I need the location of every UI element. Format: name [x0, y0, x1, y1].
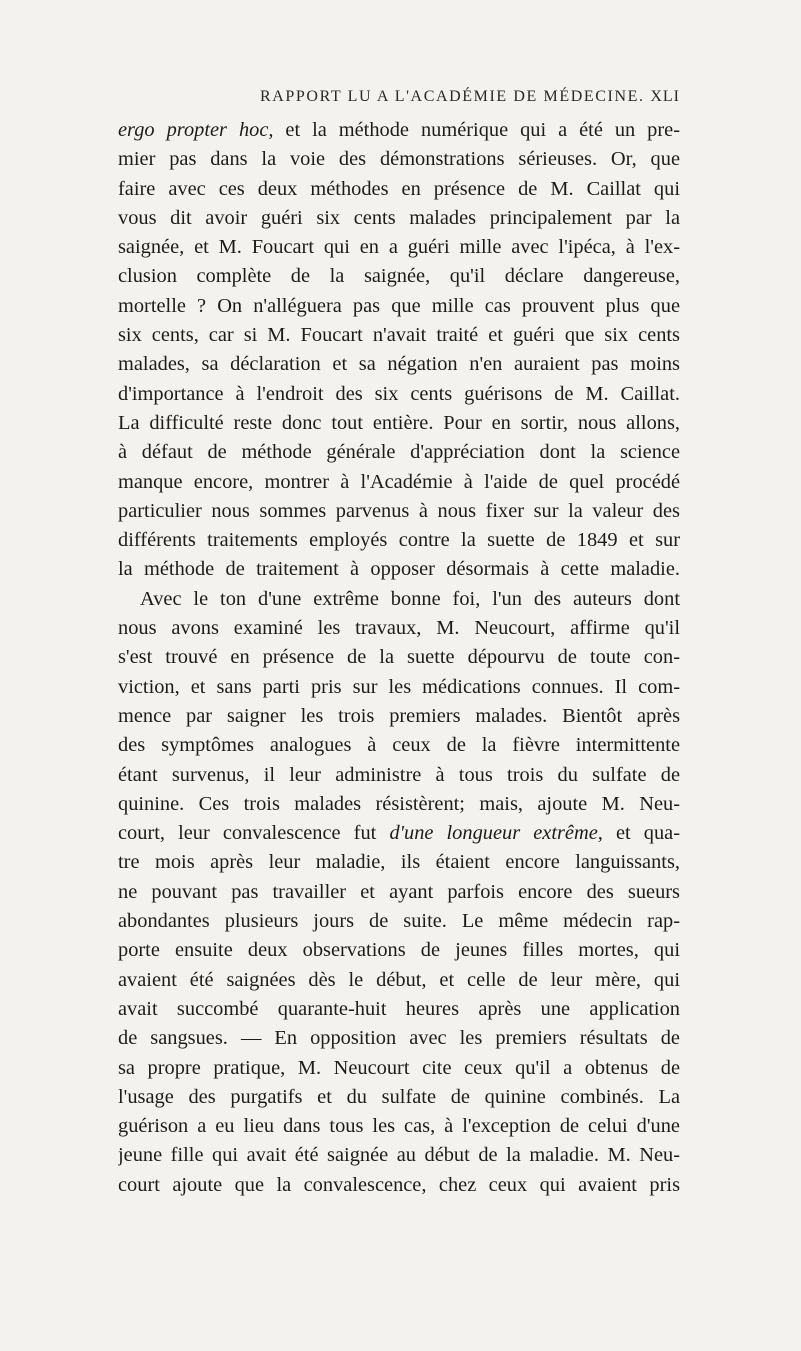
text-run: guérison a eu lieu dans tous les cas, à l'exception de celui d'une [118, 1115, 680, 1138]
text-run: sa propre pratique, M. Neucourt cite ceux qu'il a obtenus de [118, 1056, 680, 1079]
text-run: Avec le ton d'une extrême bonne foi, l'un des auteurs dont [140, 587, 680, 610]
text-line [118, 262, 680, 291]
text-run: abondantes plusieurs jours de suite. Le même médecin rap- [118, 910, 680, 933]
text-run: mortelle ? On n'alléguera pas que mille cas prouvent plus que [118, 294, 680, 317]
text-line [118, 790, 680, 819]
text-line [118, 409, 680, 438]
text-line [118, 1112, 680, 1141]
text-line [118, 321, 680, 350]
text-run: ne pouvant pas travailler et ayant parfois encore des sueurs [118, 880, 680, 903]
text-line [118, 643, 680, 672]
text-line [118, 1141, 680, 1170]
text-run: la méthode de traitement à opposer désormais à cette maladie. [118, 558, 680, 581]
text-run: avait succombé quarante-huit heures après une application [118, 997, 680, 1020]
text-run: viction, et sans parti pris sur les médications connues. Il com- [118, 675, 680, 698]
text-line [118, 292, 680, 321]
text-run: court ajoute que la convalescence, chez ceux qui avaient pris [118, 1173, 680, 1196]
text-line [118, 233, 680, 262]
text-line [118, 878, 680, 907]
text-run: différents traitements employés contre la suette de 1849 et sur [118, 529, 680, 552]
text-run: l'usage des purgatifs et du sulfate de quinine combinés. La [118, 1085, 680, 1108]
text-run: jeune fille qui avait été saignée au début de la maladie. M. Neu- [118, 1144, 680, 1167]
text-run: de sangsues. — En opposition avec les premiers résultats de [118, 1027, 680, 1050]
page-number: XLI [650, 88, 680, 105]
text-run: clusion complète de la saignée, qu'il déclare dangereuse, [118, 265, 680, 288]
text-line [118, 614, 680, 643]
text-run: malades, sa déclaration et sa négation n'en auraient pas moins [118, 353, 680, 376]
text-line [118, 116, 680, 145]
text-run: vous dit avoir guéri six cents malades principalement par la [118, 206, 680, 229]
text-run: La difficulté reste donc tout entière. Pour en sortir, nous allons, [118, 411, 680, 434]
text-run: mier pas dans la voie des démonstrations sérieuses. Or, que [118, 148, 680, 171]
italic-text: d'une longueur extrême, [389, 822, 603, 845]
text-line [118, 819, 680, 848]
text-line [118, 438, 680, 467]
text-run: des symptômes analogues à ceux de la fièvre intermittente [118, 734, 680, 757]
italic-text: ergo propter hoc, [118, 119, 274, 141]
text-line [118, 526, 680, 555]
text-run: court, leur convalescence fut [118, 822, 390, 845]
text-run: saignée, et M. Foucart qui en a guéri mille avec l'ipéca, à l'ex- [118, 236, 680, 259]
text-line [118, 848, 680, 877]
text-run: s'est trouvé en présence de la suette dépourvu de toute con- [118, 646, 680, 669]
text-line [118, 1024, 680, 1053]
running-head [120, 88, 680, 114]
text-line [118, 585, 680, 614]
text-line [118, 350, 680, 379]
text-run: six cents, car si M. Foucart n'avait traité et guéri que six cents [118, 324, 680, 347]
text-line [118, 145, 680, 174]
text-line [118, 1054, 680, 1083]
text-run: porte ensuite deux observations de jeunes filles mortes, qui [118, 939, 680, 962]
text-line [118, 468, 680, 497]
body-text [118, 116, 680, 1200]
text-run: tre mois après leur maladie, ils étaient encore languissants, [118, 851, 680, 874]
text-run: d'importance à l'endroit des six cents guérisons de M. Caillat. [118, 382, 680, 405]
text-run: et qua- [602, 822, 680, 845]
running-title: RAPPORT LU A L'ACADÉMIE DE MÉDECINE. [260, 88, 645, 105]
text-run: mence par saigner les trois premiers malades. Bientôt après [118, 704, 680, 727]
text-line [118, 204, 680, 233]
text-run: nous avons examiné les travaux, M. Neucourt, affirme qu'il [118, 617, 680, 640]
text-line [118, 175, 680, 204]
text-run: à défaut de méthode générale d'appréciation dont la science [118, 441, 680, 464]
text-run: avaient été saignées dès le début, et celle de leur mère, qui [118, 968, 680, 991]
text-line [118, 380, 680, 409]
text-run: manque encore, montrer à l'Académie à l'aide de quel procédé [118, 470, 680, 493]
text-run: étant survenus, il leur administre à tous trois du sulfate de [118, 763, 680, 786]
text-line [118, 702, 680, 731]
text-run: et la méthode numérique qui a été un pre- [273, 119, 680, 141]
text-line [118, 936, 680, 965]
text-line [118, 731, 680, 760]
text-line [118, 907, 680, 936]
text-line [118, 673, 680, 702]
text-run: particulier nous sommes parvenus à nous fixer sur la valeur des [118, 499, 680, 522]
text-line [118, 1083, 680, 1112]
text-line [118, 966, 680, 995]
text-line [118, 1171, 680, 1200]
text-line [118, 555, 680, 584]
text-line [118, 497, 680, 526]
text-run: quinine. Ces trois malades résistèrent; mais, ajoute M. Neu- [118, 792, 680, 815]
text-line [118, 761, 680, 790]
text-line [118, 995, 680, 1024]
text-run: faire avec ces deux méthodes en présence de M. Caillat qui [118, 177, 680, 200]
